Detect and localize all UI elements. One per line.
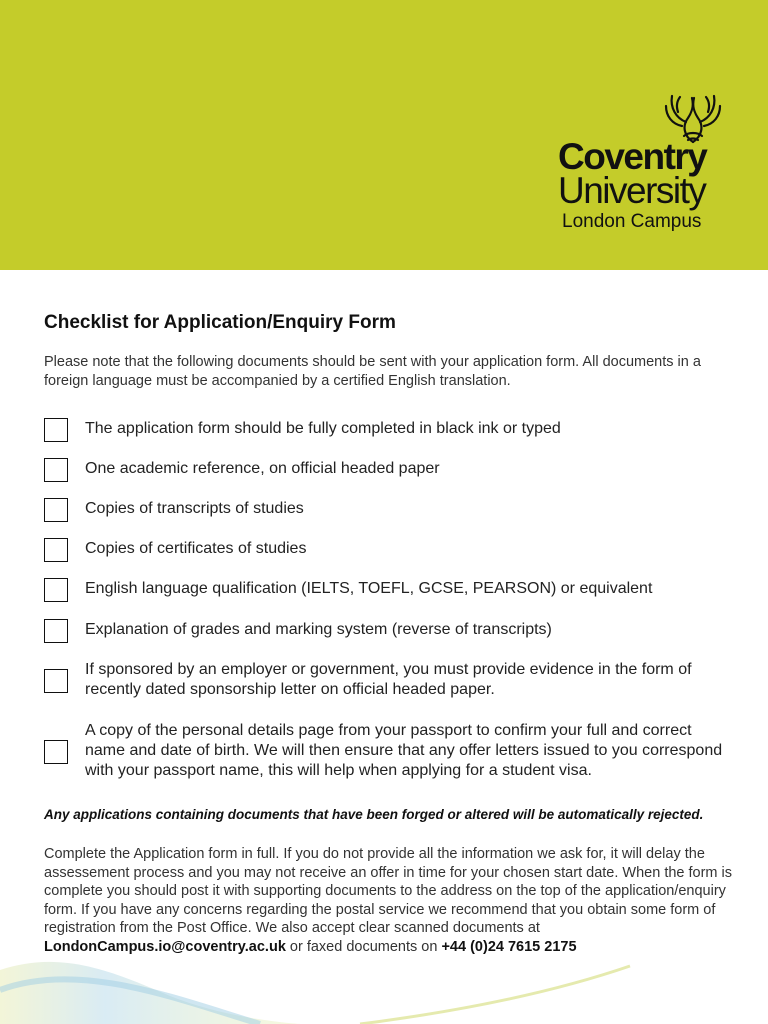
checkbox[interactable] [44,458,68,482]
logo-text-london-campus: London Campus [562,211,702,232]
checklist-item-label: A copy of the personal details page from your passport to confirm your full and correct name and date of birth. We will then ensure that any offer letters issued to you correspond with your passport name, this will help when applying for a student visa. [85,722,723,779]
fax-text: or faxed documents on [289,938,438,955]
checklist-item-label: The application form should be fully completed in black ink or typed [85,420,561,437]
closing-text: Complete the Application form in full. If you do not provide all the information we ask for, it will delay the assessement process and you may not receive an offer in time for your chosen start date. When the form is complete you should post it with supporting documents to the address on the top of the application/enquiry form. If you have any concerns regarding the postal service we recommend that you obtain some form of registration from the Post Office. We also accept clear scanned documents at [44,846,733,936]
checkbox[interactable] [44,669,68,693]
checkbox[interactable] [44,538,68,562]
checkbox[interactable] [44,498,68,522]
checklist-item-label: Copies of certificates of studies [85,540,307,557]
decorative-swoosh [0,930,768,1024]
checkbox[interactable] [44,418,68,442]
checklist-item-label: Copies of transcripts of studies [85,500,304,517]
university-logo [558,92,728,242]
checkbox[interactable] [44,578,68,602]
logo-text-university: University [558,170,706,211]
checkbox[interactable] [44,619,68,643]
checklist-item-label: If sponsored by an employer or government, you must provide evidence in the form of recently dated sponsorship letter on official headed paper. [85,661,692,698]
logo-text-coventry: Coventry [558,136,707,177]
checkbox[interactable] [44,740,68,764]
warning-notice: Any applications containing documents that have been forged or altered will be automatically rejected. [44,807,704,822]
page-title: Checklist for Application/Enquiry Form [44,312,396,333]
checklist-item-label: Explanation of grades and marking system (reverse of transcripts) [85,621,552,638]
checklist-item-label: English language qualification (IELTS, TOEFL, GCSE, PEARSON) or equivalent [85,580,653,597]
email-link[interactable]: LondonCampus.io@coventry.ac.uk [44,938,286,955]
checklist-item-label: One academic reference, on official headed paper [85,460,440,477]
intro-paragraph: Please note that the following documents should be sent with your application form. All documents in a foreign language must be accompanied by a certified English translation. [44,354,701,389]
fax-number: +44 (0)24 7615 2175 [441,938,577,955]
